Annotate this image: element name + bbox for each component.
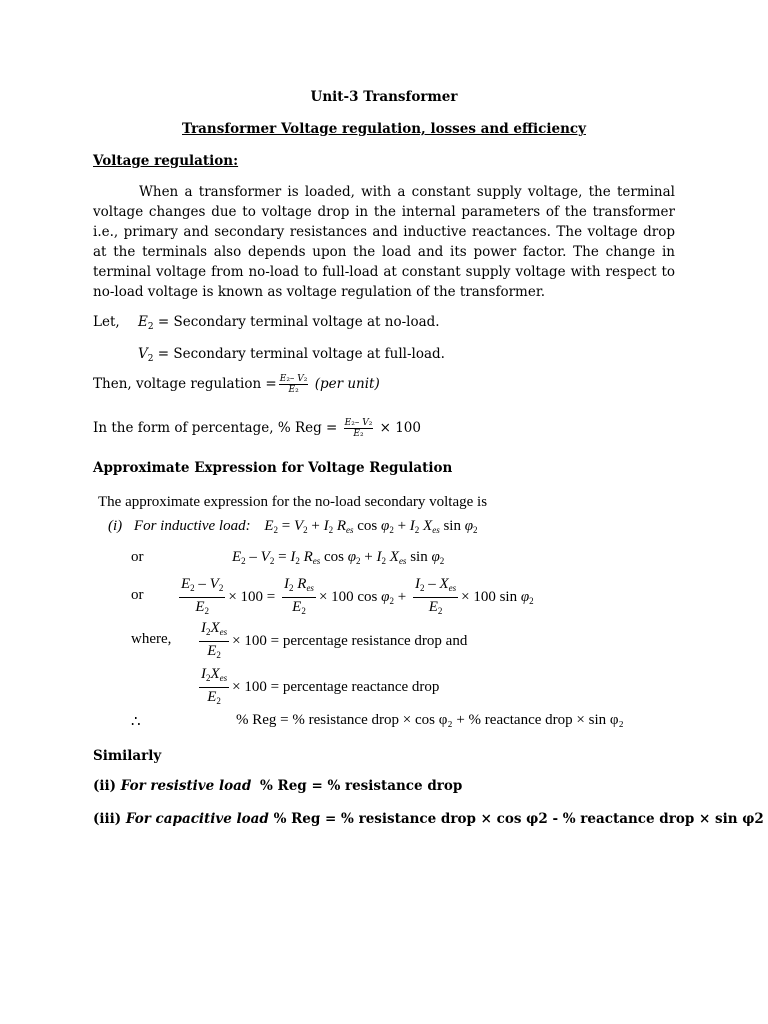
where-label: where,	[131, 631, 172, 647]
capacitive-label: (iii)	[93, 811, 122, 827]
therefore-symbol: ∴	[131, 714, 141, 730]
or-label-2: or	[131, 587, 144, 603]
resistive-load-line	[93, 778, 462, 794]
resistive-italic: For resistive load	[120, 778, 252, 794]
similarly-label: Similarly	[93, 748, 162, 764]
inductive-text: For inductive load:	[133, 518, 251, 534]
voltage-regulation-heading: Voltage regulation:	[93, 153, 239, 169]
then-label: Then, voltage regulation =	[93, 376, 277, 392]
capacitive-load-line	[93, 811, 764, 827]
percent-formula	[93, 418, 421, 439]
per-unit: (per unit)	[314, 376, 380, 392]
page-title: Unit-3 Transformer	[310, 89, 458, 105]
res-drop-text: = percentage resistance drop and	[270, 632, 468, 649]
percent-expansion-equation: $\frac{E_2 - V_2}{E_2}$ × 100 = $\frac{I_2 R_{es}}{E_2}$ × 100 $\cos \varphi_2$ + $\frac{I_2 - X_{es}}{E_2}$ × 100 $\sin \varphi_2$	[181, 576, 534, 616]
intro-paragraph: When a transformer is loaded, with a constant supply voltage, the terminal voltage changes due to voltage drop in the internal parameters of the transformer i.e., primary and secondary resistances and inductive reactances. The voltage drop at the terminals also depends upon the load and its power factor. The change in terminal voltage from no-load to full-load at constant supply voltage with respect to no-load voltage is known as voltage regulation of the transformer.	[93, 184, 675, 300]
regulation-fraction: $\frac{\text{E₂– V₂}}{\text{E₂}}$	[279, 374, 308, 395]
regulation-formula	[93, 374, 380, 395]
difference-equation: $E_2 - V_2 = I_2$ $R_{es}$ $\cos \varphi_2 + I_2$ $X_{es}$ $\sin \varphi_2$	[232, 549, 445, 566]
approx-heading: Approximate Expression for Voltage Regulation	[93, 460, 453, 476]
inductive-line: (i) For inductive load: $E_2 = V_2 + I_2$ $R_{es}$ $\cos \varphi_2 + I_2$ $X_{es}$ $\sin \varphi_2$	[108, 518, 478, 535]
resistance-drop-line: $\frac{I_2X_{es}}{E_2}$ × 100 = percentage resistance drop and	[201, 620, 468, 660]
inductive-label: (i)	[108, 518, 123, 534]
e2-def-text: = Secondary terminal voltage at no-load.	[157, 314, 440, 330]
let-label: Let,	[93, 314, 120, 330]
v2-definition: $V_2$ = Secondary terminal voltage at full-load.	[138, 346, 445, 364]
approx-intro: The approximate expression for the no-load secondary voltage is	[98, 494, 488, 510]
percent-fraction: $\frac{\text{E₂– V₂}}{\text{E₂}}$	[344, 418, 373, 439]
resistive-label: (ii)	[93, 778, 117, 794]
capacitive-equation: % Reg = % resistance drop × cos φ2 - % reactance drop × sin φ2	[273, 811, 764, 827]
final-regulation-equation: % Reg = % resistance drop × cos φ₂ + % reactance drop × sin φ₂	[236, 712, 624, 728]
section-subtitle: Transformer Voltage regulation, losses and efficiency	[182, 121, 586, 137]
react-drop-text: = percentage reactance drop	[270, 678, 440, 695]
resistive-equation: % Reg = % resistance drop	[259, 778, 463, 794]
times-100: × 100	[379, 420, 421, 436]
reactance-drop-line: $\frac{I_2X_{es}}{E_2}$ × 100 = percentage reactance drop	[201, 666, 440, 706]
v2-def-text: = Secondary terminal voltage at full-load.	[157, 346, 445, 362]
or-label-1: or	[131, 549, 144, 565]
percent-label: In the form of percentage, % Reg =	[93, 420, 338, 436]
e2-definition: $E_2$ = Secondary terminal voltage at no-load.	[138, 314, 440, 332]
capacitive-italic: For capacitive load	[125, 811, 269, 827]
